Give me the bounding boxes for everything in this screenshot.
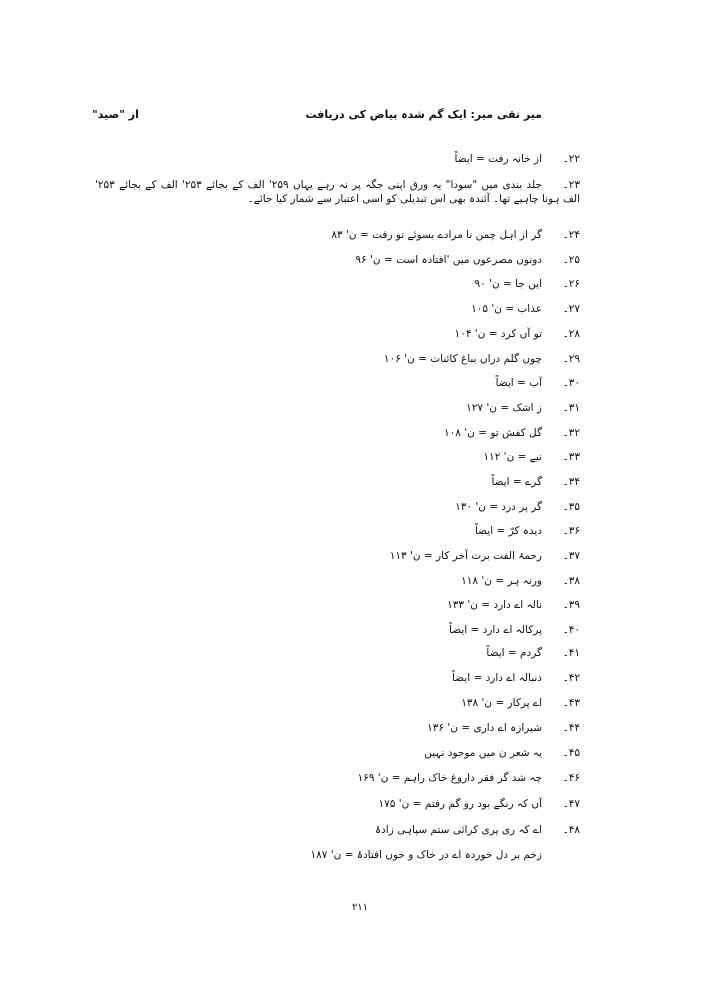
note-41 (486, 646, 580, 660)
note-number: ۴۴۔ (562, 722, 580, 734)
note-number: ۲۸۔ (562, 328, 580, 340)
note-number: ۴۷۔ (562, 798, 580, 810)
note-text: اے پرکار = ن' ۱۳۸ (461, 697, 542, 709)
note-text: ز اشک = ن' ۱۲۷ (466, 402, 542, 414)
note-text: از خانہ رفت = ایضاً (454, 153, 542, 165)
note-28 (455, 327, 580, 341)
note-number: ۳۳۔ (562, 451, 580, 463)
note-number: ۲۷۔ (562, 303, 580, 315)
note-35 (455, 500, 580, 514)
note-number: ۴۳۔ (562, 697, 580, 709)
note-text: شیرازہ اے داری = ن' ۱۳۶ (427, 722, 542, 734)
note-number: ۲۶۔ (562, 278, 580, 290)
note-text: یہ شعر ن میں موجود نہیں (424, 747, 542, 759)
note-39 (447, 598, 580, 612)
note-text: نیے = ن' ۱۱۲ (483, 451, 542, 463)
note-text: دنبالہ اے دارد = ایضاً (451, 672, 542, 684)
note-text: ایں جا = ن' ۹۰ (474, 278, 542, 290)
note-number: ۳۸۔ (562, 575, 580, 587)
note-number: ۳۶۔ (562, 525, 580, 537)
note-33 (483, 450, 580, 464)
note-38 (461, 574, 580, 588)
running-header (92, 108, 542, 128)
header-author: از "صید" (92, 108, 139, 121)
note-text: گر پر درد = ن' ۱۳۰ (455, 501, 542, 513)
note-text: ورنہ ہر = ن' ۱۱۸ (461, 575, 542, 587)
note-24 (331, 228, 580, 242)
note-number: ۳۵۔ (562, 501, 580, 513)
note-text: چہ شد گر فقر داروغ خاک راہم = ن' ۱۶۹ (357, 772, 542, 784)
note-25 (355, 253, 580, 267)
note-number: ۳۴۔ (562, 476, 580, 488)
note-46 (358, 771, 580, 785)
note-48-continuation: زخم بر دل خوردہ اے در خاک و خوں افتادۂ = ن' ۱۸۷ (310, 849, 542, 861)
note-45 (424, 746, 580, 760)
note-34 (491, 475, 580, 489)
note-37 (390, 549, 580, 563)
note-text: چوں گلم دراں بباغ کائنات = ن' ۱۰۶ (383, 353, 542, 365)
note-number: ۳۲۔ (562, 427, 580, 439)
note-text: پرکالہ اے دارد = ایضاً (449, 624, 542, 636)
page-number: ۲۱۱ (351, 902, 369, 913)
note-text: آب = ایضاً (495, 377, 542, 389)
note-40 (449, 623, 580, 637)
note-23 (95, 178, 580, 206)
note-43 (461, 696, 580, 710)
note-number: ۴۸۔ (562, 824, 580, 836)
note-number: ۲۴۔ (562, 229, 580, 241)
note-text: تو آں کرد = ن' ۱۰۴ (454, 328, 542, 340)
note-text: اے کہ ری پری کرائی ستم سپاہی زادۂ (374, 824, 542, 836)
note-text: دیدہ کرّ = ایضاً (474, 525, 542, 537)
note-text: گرے = ایضاً (491, 476, 542, 488)
note-26 (474, 277, 580, 291)
note-number: ۲۳۔ (562, 179, 580, 191)
note-text: آں کہ رنگے بود رو گم رفتم = ن' ۱۷۵ (378, 798, 542, 810)
header-title: میر تقی میر: ایک گم شدہ بیاض کی دریافت (305, 108, 542, 121)
note-text: نالہ اے دارد = ن' ۱۳۳ (447, 599, 542, 611)
note-number: ۲۵۔ (562, 254, 580, 266)
note-30 (496, 376, 580, 390)
note-number: ۳۰۔ (562, 377, 580, 389)
note-number: ۴۵۔ (562, 747, 580, 759)
note-number: ۳۹۔ (562, 599, 580, 611)
note-text: گر از اہل چمن نا مرادے بسوئے تو رفت = ن' ۸۳ (331, 229, 542, 241)
note-number: ۴۰۔ (562, 624, 580, 636)
note-44 (427, 721, 580, 735)
note-22 (455, 152, 580, 166)
note-number: ۴۲۔ (562, 672, 580, 684)
note-29 (384, 352, 580, 366)
note-text: دونوں مصرعوں میں 'افتادہ است = ن' ۹۶ (355, 254, 542, 266)
note-48 (375, 823, 580, 837)
note-36 (475, 524, 580, 538)
note-number: ۴۱۔ (562, 647, 580, 659)
note-27 (471, 302, 580, 316)
note-text: عذاب = ن' ۱۰۵ (471, 303, 542, 315)
note-32 (444, 426, 580, 440)
note-text: گردم = ایضاً (486, 647, 542, 659)
note-number: ۲۲۔ (562, 153, 580, 165)
note-31 (466, 401, 580, 415)
note-47 (379, 797, 580, 811)
note-text: گل کفش تو = ن' ۱۰۸ (444, 427, 542, 439)
note-number: ۳۱۔ (562, 402, 580, 414)
note-number: ۳۷۔ (562, 550, 580, 562)
note-number: ۲۹۔ (562, 353, 580, 365)
note-text: رحمۂ الفت برت آخر کار = ن' ۱۱۳ (389, 550, 542, 562)
note-42 (452, 671, 580, 685)
note-number: ۴۶۔ (562, 772, 580, 784)
note-text: جلد بندی میں "سودا" یہ ورق اپنی جگہ پر نہ رہے یہاں ۲۵۹' الف کے بجائے ۲۵۳' الف کے بجائے ۲۵۳' الف ہونا چاہیے تھا۔ آئندہ بھی اس تبدیلی کو اسی اعتبار سے شمار کیا جائے۔ (95, 179, 580, 205)
